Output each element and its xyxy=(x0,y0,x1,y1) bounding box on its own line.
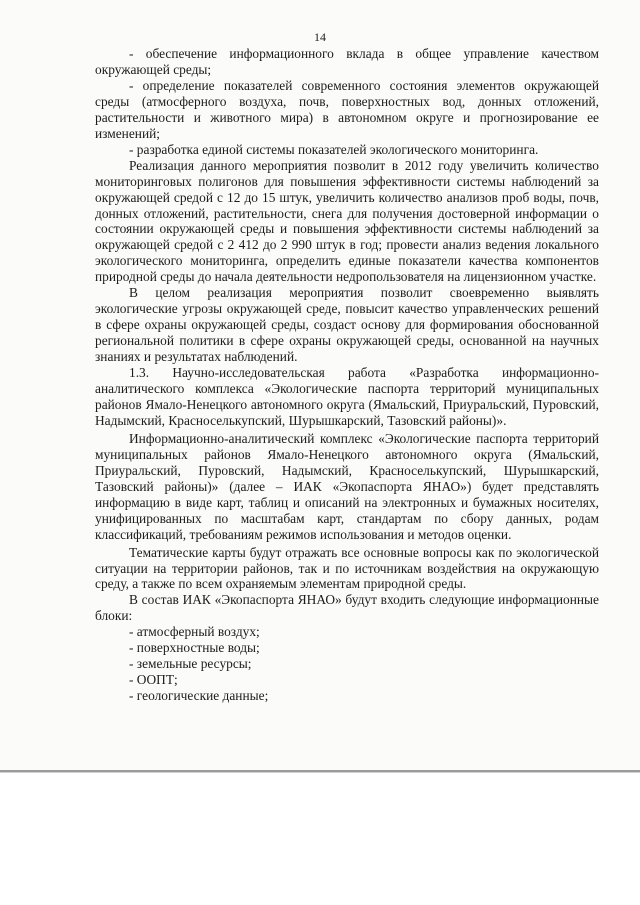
list-item: - поверхностные воды; xyxy=(129,640,260,656)
paragraph-goal-info-contribution: - обеспечение информационного вклада в общее управление качеством окружающей среды; xyxy=(95,46,599,77)
document-body xyxy=(95,46,599,704)
paragraph-overall-effect: В целом реализация мероприятия позволит своевременно выявлять экологические угрозы окружающей среде, повысит качество управленческих решений в сфере охраны окружающей среды, создаст основу для формирования обоснованной региональной политики в сфере охраны окружающей среды, основанной на научных знаниях и результатах наблюдений. xyxy=(95,285,599,365)
paragraph-implementation: Реализация данного мероприятия позволит в 2012 году увеличить количество мониторинговых полигонов для повышения эффективности системы наблюдений за окружающей средой с 12 до 15 штук, увеличить количество анализов проб воды, почв, донных отложений, растительности, снега для получения достоверной информации о состоянии окружающей среды и повышения эффективности системы наблюдений за окружающей средой с 2 412 до 2 990 штук в год; провести анализ ведения локального экологического мониторинга, определить единые показатели качества компонентов природной среды до начала деятельности недропользователя на лицензионном участке. xyxy=(95,157,599,285)
paragraph-section-1-3: 1.3. Научно-исследовательская работа «Разработка информационно-аналитического комплекса «Экологические паспорта территорий муниципальных районов Ямало-Ненецкого автономного округа (Ямальский, Приуральский, Пуровский, Надымский, Красноселькупский, Шурышкарский, Тазовский районы)». xyxy=(95,365,599,428)
paragraph-iak-blocks-intro: В состав ИАК «Экопаспорта ЯНАО» будут входить следующие информационные блоки: xyxy=(95,592,599,624)
list-item: - ООПТ; xyxy=(129,672,178,688)
list-item: - земельные ресурсы; xyxy=(129,656,252,672)
page-number: 14 xyxy=(314,30,326,44)
paragraph-thematic-maps: Тематические карты будут отражать все основные вопросы как по экологической ситуации на территории районов, так и по источникам воздействия на окружающую среду, а также по всем охраняемым элементам природной среды. xyxy=(95,544,599,592)
paragraph-goal-unified-system: - разработка единой системы показателей экологического мониторинга. xyxy=(129,141,539,157)
list-item: - геологические данные; xyxy=(129,688,269,704)
list-item: - атмосферный воздух; xyxy=(129,624,260,640)
paragraph-goal-indicators: - определение показателей современного состояния элементов окружающей среды (атмосферного воздуха, почв, поверхностных вод, донных отложений, растительности и животного мира) в автономном округе и прогнозирование ее изменений; xyxy=(95,77,599,141)
paragraph-iak-description: Информационно-аналитический комплекс «Экологические паспорта территорий муниципальных районов Ямало-Ненецкого автономного округа (Ямальский, Приуральский, Пуровский, Надымский, Красноселькупский, Шурышкарский, Тазовский районы)» (далее – ИАК «Экопаспорта ЯНАО») будет представлять информацию в виде карт, таблиц и описаний на электронных и бумажных носителях, унифицированных по масштабам карт, стандартам по сбору данных, родам классификаций, требованиям режимов использования и методов оценки. xyxy=(95,430,599,542)
